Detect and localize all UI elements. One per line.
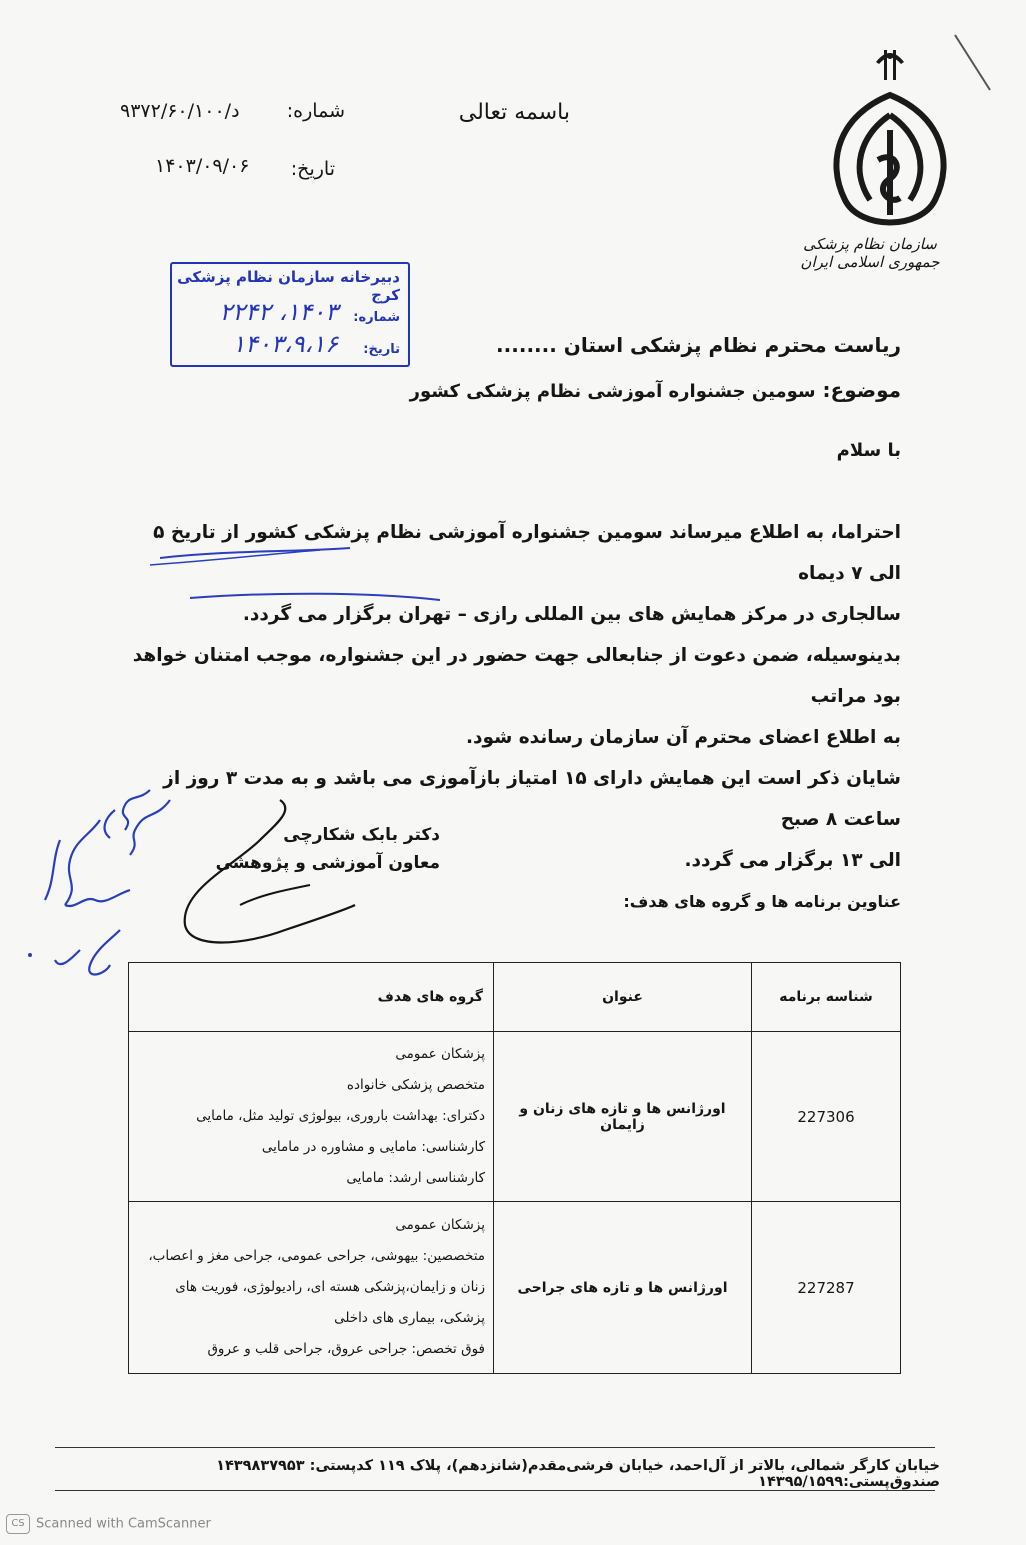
target-group: فوق تخصص: جراحی عروق، جراحی قلب و عروق [207,1341,485,1357]
paragraph1-line2: سالجاری در مرکز همایش های بین المللی رازی – تهران برگزار می گردد. [242,604,901,625]
stamp-number-handwritten: ۱۴۰۳، ۲۲۴۲ [219,298,338,326]
signatory-name: دکتر بابک شکارچی [283,825,440,845]
target-group: پزشکان عمومی [395,1217,485,1233]
pen-mark-icon [950,30,1000,100]
stamp-date-handwritten: ۱۴۰۳،۹،۱۶ [232,330,338,358]
programs-title: عناوین برنامه ها و گروه های هدف: [623,892,901,911]
table-header-row [129,963,901,1032]
target-group: پزشکان عمومی [395,1046,485,1062]
paragraph3-line2: الی ۱۳ برگزار می گردد. [684,850,901,871]
target-group: دکترای: بهداشت باروری، بیولوژی تولید مثل، مامایی [196,1108,485,1124]
column-header-title: عنوان [494,963,752,1032]
program-id: 227287 [752,1202,901,1374]
subject-line [301,378,901,402]
program-title: اورژانس ها و تازه های جراحی [494,1202,752,1374]
subject-text: سومین جشنواره آموزشی نظام پزشکی کشور [409,381,816,402]
table-row [129,1032,901,1202]
camscanner-logo-icon: CS [6,1514,30,1534]
organization-logo-text: سازمان نظام پزشکی جمهوری اسلامی ایران [800,235,940,271]
letter-number: ۹۳۷۲/۶۰/۱۰۰/د [120,100,240,122]
signatory-position: معاون آموزشی و پژوهشی [215,853,440,873]
program-title: اورژانس ها و تازه های زنان و زایمان [494,1032,752,1202]
handwriting-icon [20,780,180,990]
program-id: 227306 [752,1032,901,1202]
program-target-groups [129,1032,494,1202]
programs-table [128,962,901,1374]
greeting: با سلام [836,440,901,461]
column-header-id: شناسه برنامه [752,963,901,1032]
signature-block [180,790,440,950]
footer-divider [55,1447,935,1448]
footer-divider [55,1490,935,1491]
column-header-groups: گروه های هدف [129,963,494,1032]
number-label: شماره: [286,100,345,122]
target-group: کارشناسی ارشد: مامایی [346,1170,485,1186]
target-group: متخصصین: بیهوشی، جراحی عمومی، جراحی مغز و اعصاب، [148,1248,485,1264]
target-group: پزشکی، بیماری های داخلی [334,1310,485,1326]
footer-address: خیابان کارگر شمالی، بالاتر از آل‌احمد، خیابان فرشی‌مقدم(شانزدهم)، پلاک ۱۱۹ کدپستی: ۱۴۳۹۸۳۷۹۵۳ صندوق‌پستی:۱۴۳۹۵/۱۵۹۹ [216,1458,940,1490]
addressee: ریاست محترم نظام پزشکی استان ........ [496,333,901,357]
bismillah-heading: باسمه تعالی [458,100,570,125]
paragraph3-line1: شایان ذکر است این همایش دارای ۱۵ امتیاز بازآموزی می باشد و به مدت ۳ روز از ساعت ۸ صبح [163,768,901,830]
program-target-groups [129,1202,494,1374]
paragraph2-line1: بدینوسیله، ضمن دعوت از جنابعالی جهت حضور در این جشنواره، موجب امتنان خواهد بود مراتب [132,645,901,707]
letter-date: ۱۴۰۳/۰۹/۰۶ [155,155,250,177]
target-group: متخصص پزشکی خانواده [346,1077,485,1093]
subject-label: موضوع: [822,378,901,402]
handwritten-referral-note [20,780,180,990]
paragraph2-line2: به اطلاع اعضای محترم آن سازمان رسانده شود. [466,727,901,748]
stamp-number-label: شماره: [353,310,400,325]
stamp-title: دبیرخانه سازمان نظام پزشکی کرج [177,268,400,304]
stamp-date-label: تاریخ: [363,342,400,357]
scanner-watermark [6,1514,211,1534]
target-group: کارشناسی: مامایی و مشاوره در مامایی [261,1139,485,1155]
target-group: زنان و زایمان،پزشکی هسته ای، رادیولوژی، فوریت های [175,1279,485,1295]
date-label: تاریخ: [290,158,335,180]
scanner-watermark-text: Scanned with CamScanner [36,1516,211,1532]
paragraph1-line1: احتراما، به اطلاع میرساند سومین جشنواره آموزشی نظام پزشکی کشور از تاریخ ۵ الی ۷ دیماه [153,522,901,584]
pen-underline-icon [150,530,530,630]
table-row [129,1202,901,1374]
